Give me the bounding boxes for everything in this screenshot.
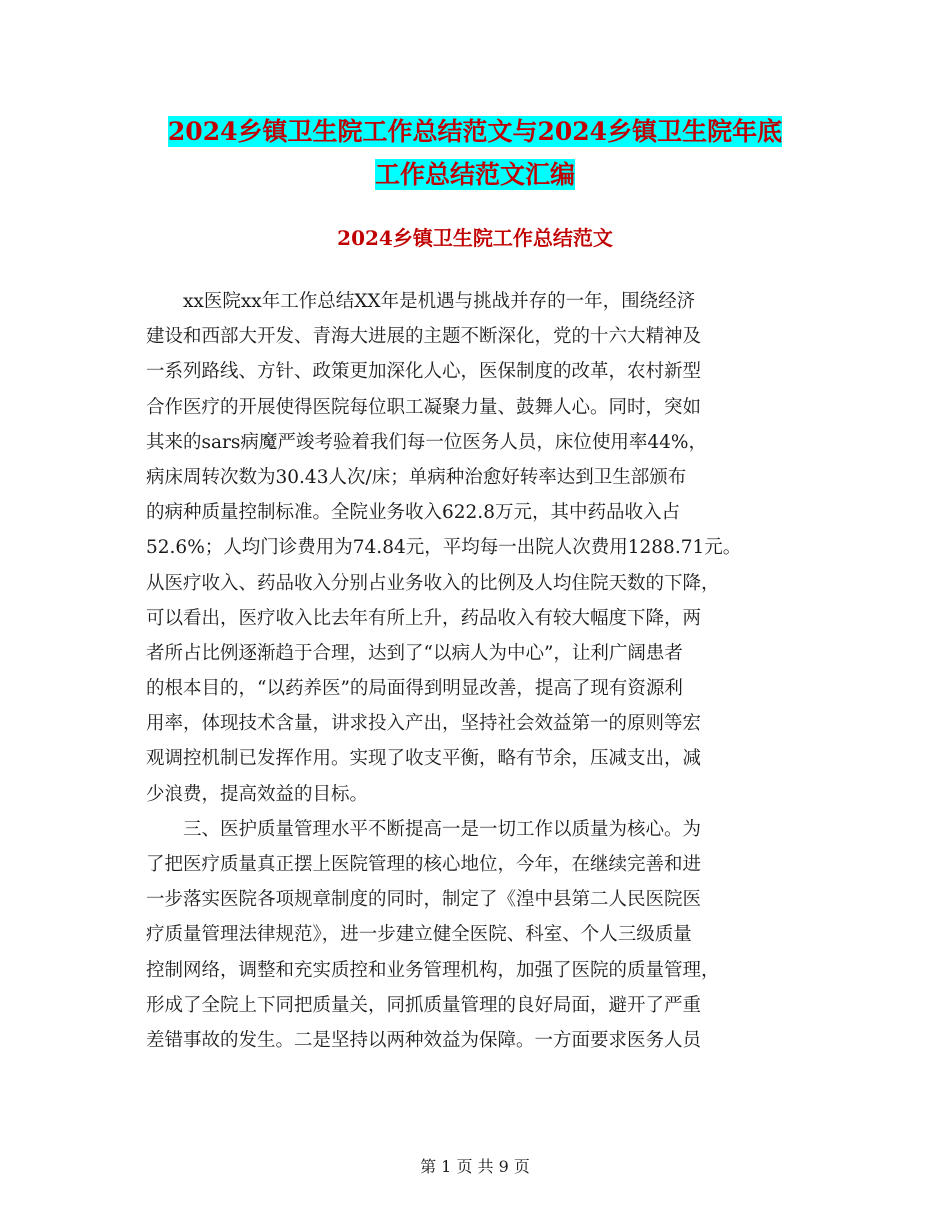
paragraph-line: 的病种质量控制标准。全院业务收入622.8万元，其中药品收入占 (146, 502, 680, 524)
paragraph-line: 了把医疗质量真正摆上医院管理的核心地位，今年，在继续完善和进 (146, 854, 702, 875)
paragraph-line: 52.6%；人均门诊费用为74.84元，平均每一出院人次费用1288.71元。 (146, 537, 742, 559)
section-title: 2024乡镇卫生院工作总结范文 (337, 226, 613, 250)
paragraph-line: 其来的sars病魔严竣考验着我们每一位医务人员，床位使用率44%， (146, 431, 707, 453)
paragraph-line: 一系列路线、方针、政策更加深化人心，医保制度的改革，农村新型 (146, 361, 702, 383)
page-footer: 第 1 页 共 9 页 (420, 1157, 530, 1176)
paragraph-line: 从医疗收入、药品收入分别占业务收入的比例及人均住院天数的下降， (146, 572, 720, 594)
paragraph-line: 形成了全院上下同把质量关，同抓质量管理的良好局面，避开了严重 (146, 994, 702, 1016)
body-text (146, 284, 822, 1058)
main-title-line-2: 工作总结范文汇编 (374, 160, 575, 189)
paragraph-line: 差错事故的发生。二是坚持以两种效益为保障。一方面要求医务人员 (146, 1029, 702, 1051)
paragraph-line: 疗质量管理法律规范》，进一步建立健全医院、科室、个人三级质量 (146, 924, 692, 946)
paragraph-line: 的根本目的，“以药养医”的局面得到明显改善，提高了现有资源利 (146, 678, 683, 700)
paragraph-line: 可以看出，医疗收入比去年有所上升，药品收入有较大幅度下降，两 (146, 607, 702, 629)
paragraph-line: 少浪费，提高效益的目标。 (146, 783, 369, 805)
paragraph-line: 三、医护质量管理水平不断提高一是一切工作以质量为核心。为 (183, 818, 702, 840)
main-title-line-1: 2024乡镇卫生院工作总结范文与2024乡镇卫生院年底 (167, 117, 783, 146)
paragraph-line: 控制网络，调整和充实质控和业务管理机构，加强了医院的质量管理， (146, 959, 720, 981)
paragraph-line: 病床周转次数为30.43人次/床；单病种治愈好转率达到卫生部颁布 (146, 466, 687, 488)
paragraph-line: 者所占比例逐渐趋于合理，达到了“以病人为中心”，让利广阔患者 (146, 642, 683, 664)
paragraph-line: 用率，体现技术含量，讲求投入产出，坚持社会效益第一的原则等宏 (146, 713, 702, 735)
paragraph-line: xx医院xx年工作总结XX年是机遇与挑战并存的一年，围绕经济 (183, 291, 696, 312)
paragraph-line: 建设和西部大开发、青海大进展的主题不断深化，党的十六大精神及 (146, 326, 702, 348)
paragraph-line: 观调控机制已发挥作用。实现了收支平衡，略有节余，压减支出，减 (146, 748, 702, 770)
paragraph-line: 合作医疗的开展使得医院每位职工凝聚力量、鼓舞人心。同时，突如 (146, 396, 702, 418)
paragraph-line: 一步落实医院各项规章制度的同时，制定了《湟中县第二人民医院医 (146, 889, 702, 911)
